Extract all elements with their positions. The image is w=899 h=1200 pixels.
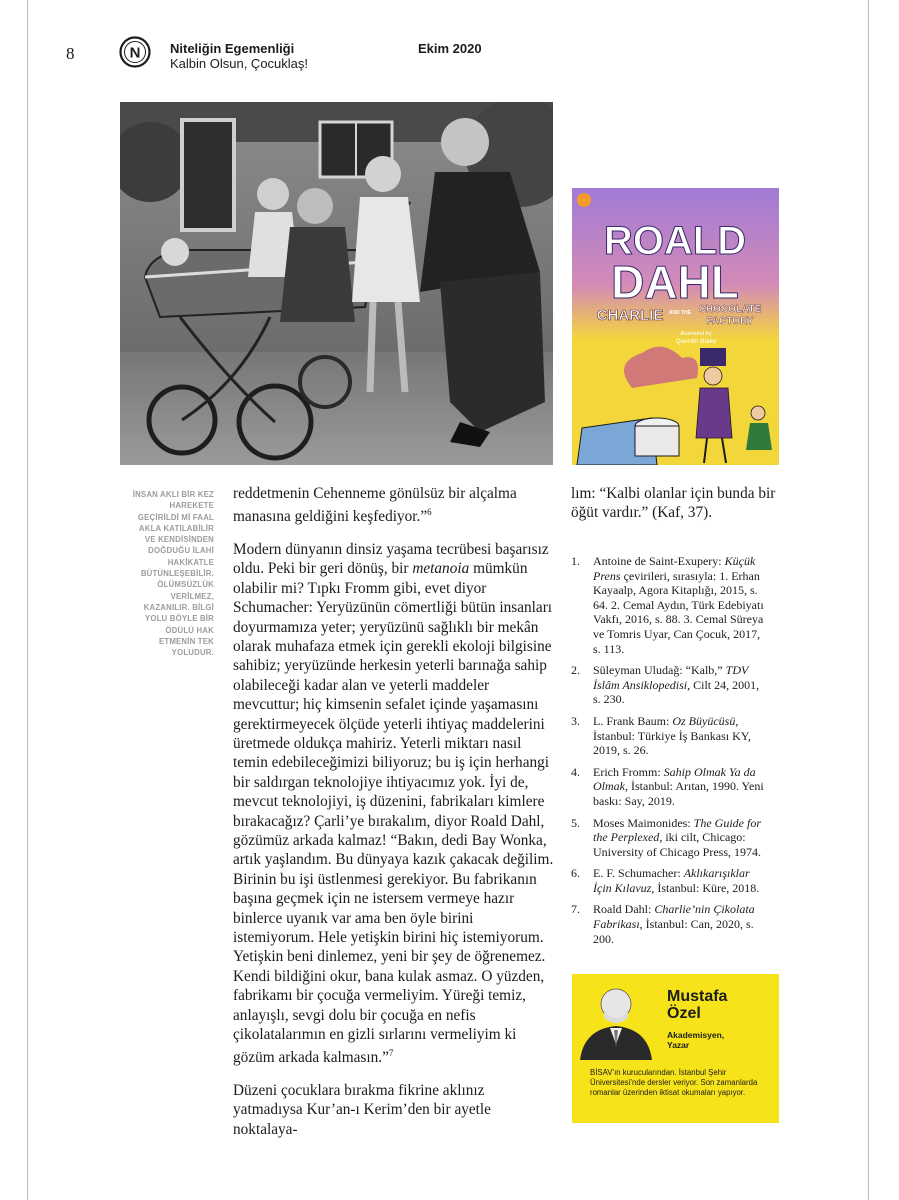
cover-author-first: ROALD	[603, 219, 747, 263]
logo-letter: N	[129, 44, 141, 62]
cover-illustrated-by: Illustrated by	[680, 331, 712, 337]
cover-title-factory: FACTORY	[706, 316, 754, 327]
endnote: 5. Moses Maimonides: The Guide for the Perplexed, iki cilt, Chicago: University of Chicago Press, 1974.	[571, 815, 762, 859]
article-paragraph-2: Modern dünyanın dinsiz yaşama tecrübesi başarısız oldu. Peki bir geri dönüş, bir metanoia mümkün olabilir mi? Tıpkı Fromm gibi, evet diyor Schumacher: Yeryüzünün cömertliği bütün insanları doyurmamıza yeter; yeryüzünü sağlıklı bir mekân olarak muhafaza etmek için gerekli ekoloji bilgisine sahibiz; yeryüzünde herkesin yeterli barınağa sahip olabileceği kadar alan ve yeterli maddeler mevcuttur; hiç kimsenin sefalet içinde yaşamasını gerektirmeyecek ölçüde yeterli ihtiyaç maddelerini üretmede oldukça mahiriz. Yeterli miktarı nasıl temin edebileceğimizi biliyoruz; bu iş için herhangi bir saldırgan teknolojiye ihtiyacımız yok. İyi de, mevcut teknolojiyi, iş düzenini, fabrikaları kimlere bırakacağız? Çarli’ye bırakalım, diyor Roald Dahl, gözümüz arkada kalmaz! “Bakın, dedi Bay Wonka, artık yaşlandım. Bu dünyaya kazık çakacak değilim. Birinin bu işi üstlenmesi gerekiyor. Bu fabrikanın başına geçmek için ne istersem vermeye hazır binlerce uyanık var ama ben öyle birini istemiyorum. Hele yetişkin birini hiç istemiyorum. Yetişkin beni dinlemez, yeni bir şey de öğrenemez. Kendi bildiğini okur, bana kulak asmaz. O yüzden, fabrikamı bir çocuğa vermeliyim. Yüreği temiz, anlayışlı, sevgi dolu bir çocuğa en nefis çikolatalarımın en gizli sırlarını vermeliyim ki gözüm arkada kalmasın.”$^7$	[233, 540, 554, 1067]
endnote: 7. Roald Dahl: Charlie’nin Çikolata Fabrikası, İstanbul: Can, 2020, s. 200.	[571, 902, 755, 946]
author-box	[572, 974, 779, 1123]
page-frame-left	[27, 0, 28, 1200]
page-frame-right	[868, 0, 869, 1200]
article-paragraph-1: reddetmenin Cehenneme gönülsüz bir alçalma manasına geldiğini keşfediyor.”$^6$	[233, 485, 517, 526]
author-role: Akademisyen, Yazar	[667, 1030, 725, 1050]
author-name: Mustafa Özel	[667, 988, 728, 1022]
cover-title-charlie: CHARLIE	[596, 307, 664, 324]
cover-illustrator: Quentin Blake	[675, 338, 717, 345]
magazine-logo-icon	[119, 36, 151, 68]
family-photo	[120, 102, 553, 465]
endnote: 4. Erich Fromm: Sahip Olmak Ya da Olmak, İstanbul: Arıtan, 1990. Yeni baskı: Say, 2019.	[571, 764, 764, 808]
pull-quote: İNSAN AKLI BİR KEZ HAREKETE GEÇİRİLDİ Mİ FAAL AKLA KATILABİLİR VE KENDİSİNDEN DOĞDUĞU İLAHİ HAKİKATLE BÜTÜNLEŞEBİLİR. ÖLÜMSÜZLÜK VERİLMEZ, KAZANILIR. BİLGİ YOLU BÖYLE BİR ÖDÜLÜ HAK ETMENİN TEK YOLUDUR.	[132, 490, 214, 658]
author-photo	[572, 974, 662, 1060]
puffin-logo-icon	[577, 193, 591, 207]
cover-title-chocolate: CHOCOLATE	[698, 304, 762, 315]
metanoia-term: metanoia	[412, 560, 470, 578]
endnote: 2. Süleyman Uludağ: “Kalb,” TDV İslâm Ansiklopedisi, Cilt 24, 2001, s. 230.	[571, 663, 760, 707]
issue-date: Ekim 2020	[418, 41, 482, 56]
endnote: 6. E. F. Schumacher: Aklıkarışıklar İçin Kılavuz, İstanbul: Küre, 2018.	[571, 866, 760, 895]
magazine-title: Niteliğin Egemenliği	[170, 41, 295, 56]
article-continuation: lım: “Kalbi olanlar için bunda bir öğüt vardır.” (Kaf, 37).	[571, 485, 776, 522]
book-cover-charlie-chocolate-factory	[572, 188, 779, 465]
article-main-column	[233, 484, 555, 1152]
author-bio: BİSAV’ın kurucularından. İstanbul Şehir Üniversitesi’nde dersler veriyor. Son zamanlarda romanlar üzerinden iktisat okumaları yapıyor.	[590, 1068, 758, 1097]
endnotes-list	[571, 554, 781, 953]
article-right-column	[571, 484, 781, 523]
footnote-ref-6: 6	[427, 507, 432, 518]
article-paragraph-3: Düzeni çocuklara bırakma fikrine aklınız yatmadıysa Kur’an-ı Kerim’den bir ayetle noktalaya-	[233, 1081, 491, 1138]
cover-title-and-the: AND THE	[668, 310, 692, 316]
endnote: 1. Antoine de Saint-Exupery: Küçük Prens çevirileri, sırasıyla: 1. Erhan Kayaalp, Agora Kitaplığı, 2015, s. 64. 2. Cemal Aydın, Türk Edebiyatı Vakfı, 2016, s. 88. 3. Cemal Süreya ve Tomris Uyar, Can Çocuk, 2017, s. 113.	[571, 554, 764, 656]
cover-author-last: DAHL	[611, 256, 739, 308]
page-number: 8	[66, 44, 75, 63]
footnote-ref-7: 7	[388, 1048, 394, 1059]
endnote: 3. L. Frank Baum: Oz Büyücüsü, İstanbul: Türkiye İş Bankası KY, 2019, s. 26.	[571, 713, 751, 758]
article-subtitle: Kalbin Olsun, Çocuklaş!	[170, 56, 309, 71]
